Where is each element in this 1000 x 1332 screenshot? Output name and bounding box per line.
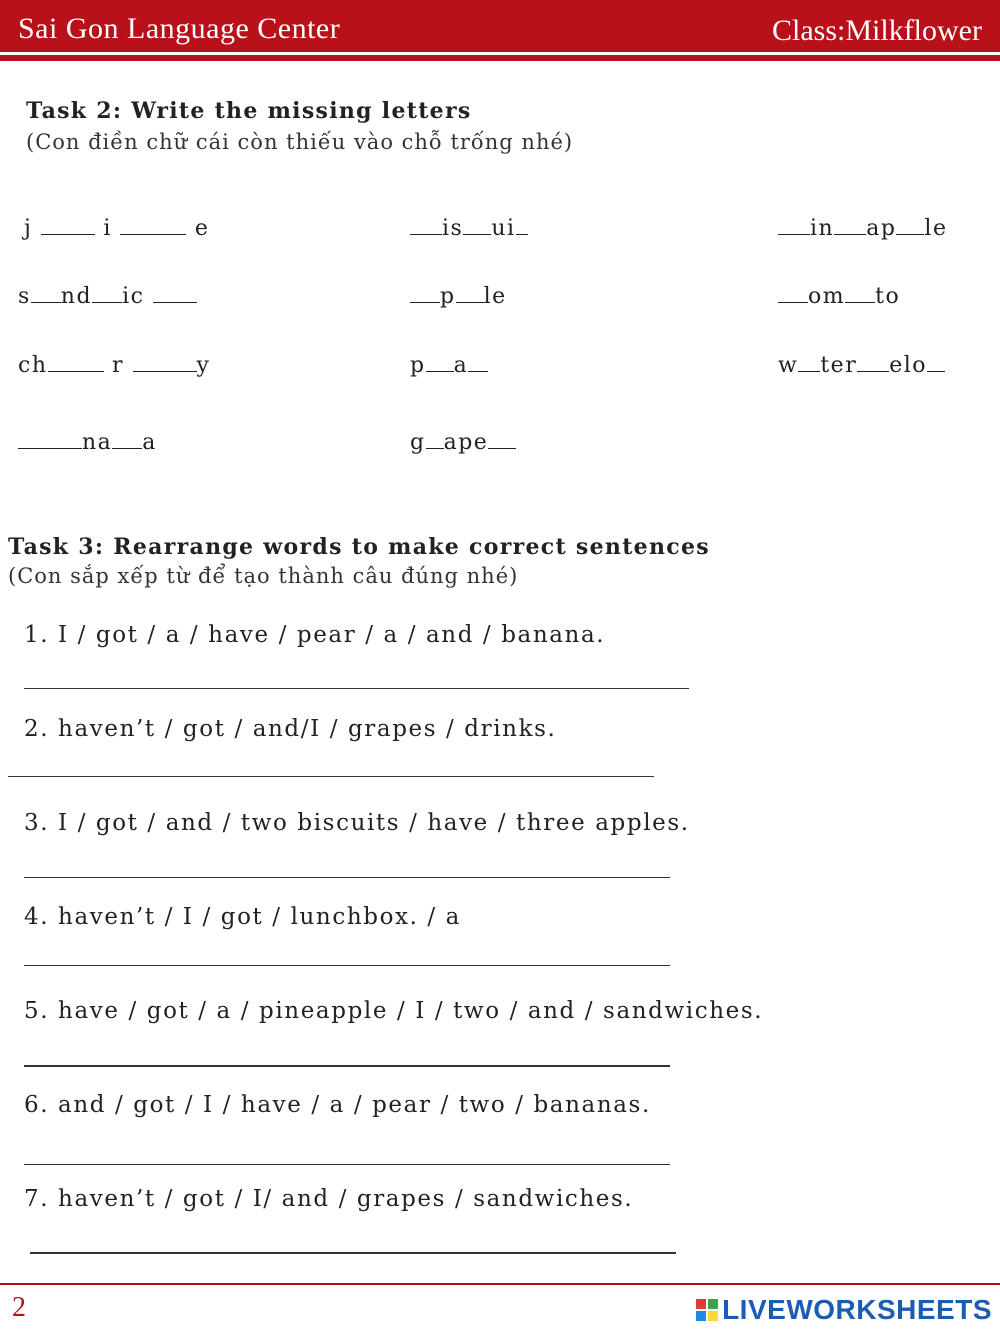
- letter-blank[interactable]: [31, 280, 61, 303]
- letter-text: is: [442, 216, 464, 241]
- letter-blank[interactable]: [834, 212, 866, 235]
- letter-text: le: [924, 216, 948, 241]
- sentence-prompt: 2. haven’t / got / and/I / grapes / drinks.: [24, 716, 557, 742]
- letter-blank[interactable]: [516, 212, 528, 235]
- letter-blank[interactable]: [845, 280, 875, 303]
- missing-letters-item: [410, 280, 507, 309]
- page-number: 2: [12, 1292, 26, 1323]
- sentence-prompt: 6. and / got / I / have / a / pear / two / bananas.: [24, 1092, 651, 1118]
- class-label: Class:Milkflower: [772, 14, 982, 47]
- letter-blank[interactable]: [41, 212, 95, 235]
- letter-blank[interactable]: [92, 280, 122, 303]
- missing-letters-item: [410, 349, 488, 378]
- letter-text: ter: [820, 353, 858, 378]
- missing-letters-item: [778, 349, 945, 378]
- letter-text: p: [440, 284, 456, 309]
- brand-name: Sai Gon Language Center: [18, 12, 341, 45]
- answer-line[interactable]: [24, 1164, 670, 1165]
- sentence-prompt: 7. haven’t / got / I/ and / grapes / sandwiches.: [24, 1186, 634, 1212]
- missing-letters-item: [18, 349, 210, 378]
- missing-letters-item: [410, 426, 516, 455]
- letter-blank[interactable]: [48, 349, 104, 372]
- letter-text: ape: [443, 430, 489, 455]
- letter-blank[interactable]: [778, 212, 810, 235]
- letter-text: y: [196, 353, 211, 378]
- missing-letters-item: [410, 212, 528, 241]
- letter-blank[interactable]: [112, 426, 142, 449]
- letter-text: e: [186, 216, 210, 241]
- answer-line[interactable]: [24, 688, 689, 689]
- letter-blank[interactable]: [896, 212, 924, 235]
- letter-blank[interactable]: [133, 349, 197, 372]
- letter-blank[interactable]: [463, 212, 491, 235]
- letter-text: elo: [889, 353, 928, 378]
- letter-blank[interactable]: [857, 349, 889, 372]
- letter-blank[interactable]: [18, 426, 82, 449]
- letter-text: na: [82, 430, 113, 455]
- letter-blank[interactable]: [410, 280, 440, 303]
- letter-blank[interactable]: [927, 349, 945, 372]
- letter-text: om: [808, 284, 846, 309]
- task3-subtitle: (Con sắp xếp từ để tạo thành câu đúng nhé): [8, 564, 519, 588]
- sentence-prompt: 1. I / got / a / have / pear / a / and / banana.: [24, 622, 606, 648]
- missing-letters-item: [18, 280, 197, 309]
- footer-divider: [0, 1283, 1000, 1285]
- letter-text: to: [875, 284, 901, 309]
- letter-text: ch: [18, 353, 48, 378]
- letter-blank[interactable]: [153, 280, 197, 303]
- task2-title: Task 2: Write the missing letters: [26, 98, 472, 124]
- header-divider: [0, 55, 1000, 61]
- letter-text: le: [483, 284, 507, 309]
- letter-text: ap: [866, 216, 897, 241]
- letter-text: w: [778, 353, 799, 378]
- answer-line[interactable]: [24, 877, 670, 878]
- letter-blank[interactable]: [778, 280, 808, 303]
- letter-blank[interactable]: [798, 349, 820, 372]
- answer-line[interactable]: [8, 776, 654, 777]
- letter-text: j: [24, 216, 41, 241]
- letter-blank[interactable]: [468, 349, 488, 372]
- sentence-prompt: 5. have / got / a / pineapple / I / two / and / sandwiches.: [24, 998, 764, 1024]
- logo-text: LIVEWORKSHEETS: [722, 1294, 992, 1325]
- letter-text: i: [94, 216, 121, 241]
- answer-line[interactable]: [24, 965, 670, 966]
- missing-letters-item: [18, 426, 157, 455]
- letter-text: nd: [60, 284, 93, 309]
- letter-text: r: [103, 353, 133, 378]
- letter-blank[interactable]: [456, 280, 484, 303]
- missing-letters-item: [778, 280, 900, 309]
- missing-letters-item: [778, 212, 947, 241]
- letter-blank[interactable]: [120, 212, 186, 235]
- letter-text: a: [453, 353, 469, 378]
- letter-text: a: [142, 430, 157, 455]
- letter-text: s: [18, 284, 31, 309]
- letter-text: p: [410, 353, 426, 378]
- letter-text: g: [410, 430, 426, 455]
- task3-title: Task 3: Rearrange words to make correct sentences: [8, 534, 710, 560]
- letter-blank[interactable]: [410, 212, 442, 235]
- letter-blank[interactable]: [426, 426, 444, 449]
- answer-line[interactable]: [30, 1252, 676, 1254]
- task2-subtitle: (Con điền chữ cái còn thiếu vào chỗ trống nhé): [26, 130, 574, 154]
- missing-letters-item: [24, 212, 209, 241]
- answer-line[interactable]: [24, 1065, 670, 1067]
- letter-blank[interactable]: [488, 426, 516, 449]
- sentence-prompt: 4. haven’t / I / got / lunchbox. / a: [24, 904, 461, 930]
- sentence-prompt: 3. I / got / and / two biscuits / have / three apples.: [24, 810, 690, 836]
- letter-text: ui: [491, 216, 516, 241]
- letter-blank[interactable]: [426, 349, 454, 372]
- liveworksheets-logo: [696, 1294, 992, 1326]
- header-bar: [0, 0, 1000, 52]
- logo-squares-icon: [696, 1299, 718, 1321]
- letter-text: in: [810, 216, 835, 241]
- letter-text: ic: [122, 284, 153, 309]
